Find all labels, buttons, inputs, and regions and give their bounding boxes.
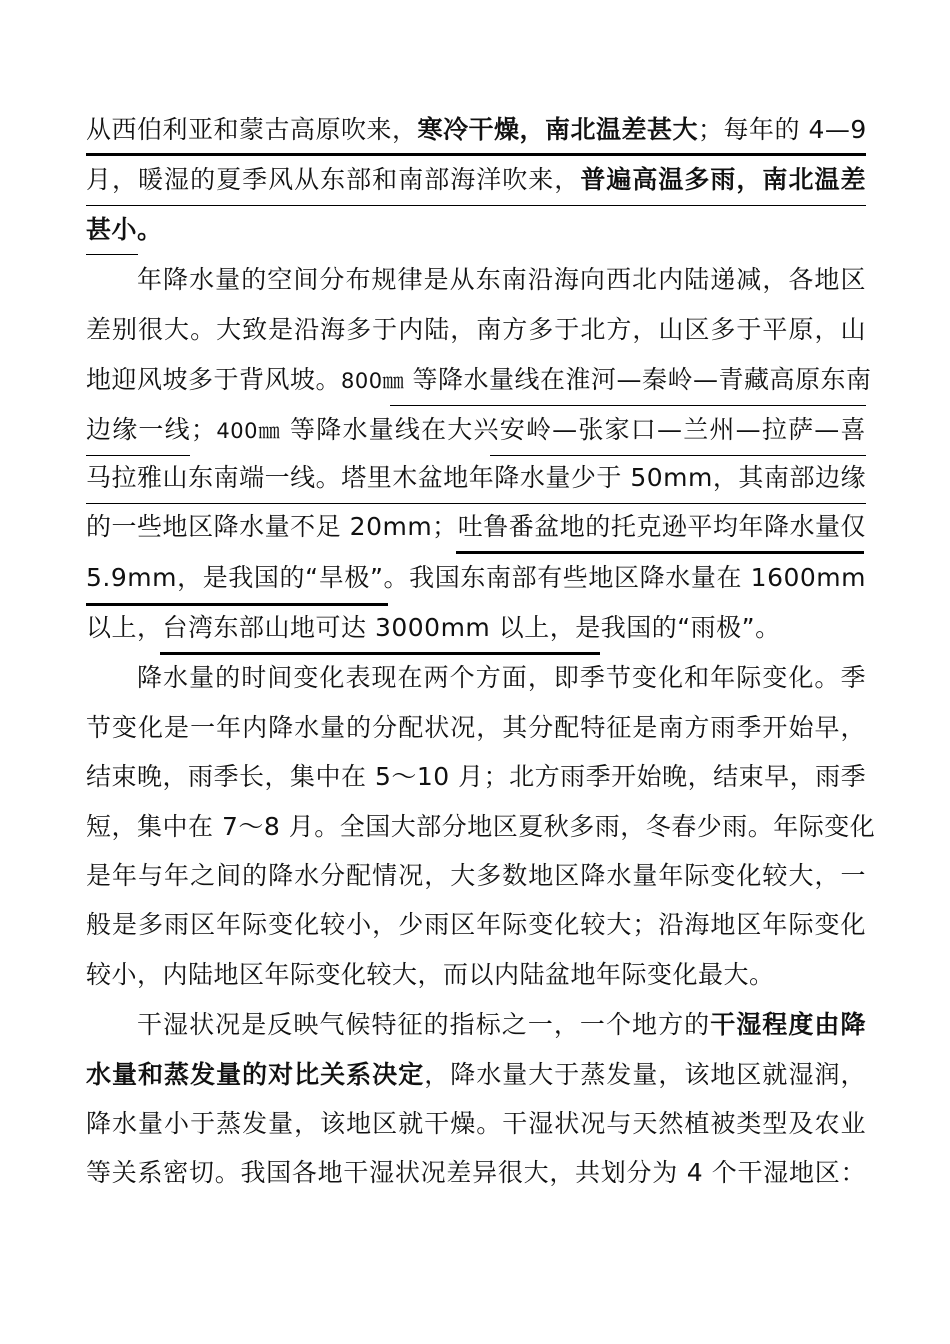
underline-rule (160, 652, 600, 655)
text-line: 差别很大。大致是沿海多于内陆，南方多于北方，山区多于平原，山 (86, 315, 866, 344)
underline-rule (86, 254, 138, 255)
text-line: 等关系密切。我国各地干湿状况差异很大，共划分为 4 个干湿地区： (86, 1158, 866, 1187)
text-line: 般是多雨区年际变化较小，少雨区年际变化较大；沿海地区年际变化 (86, 910, 866, 939)
paragraph-first-line: 降水量的时间变化表现在两个方面，即季节变化和年际变化。季 (137, 663, 866, 692)
underline-rule (86, 153, 866, 156)
text-line: 结束晚，雨季长，集中在 5～10 月；北方雨季开始晚，结束早，雨季 (86, 762, 867, 791)
underline-rule (86, 603, 388, 606)
underline-rule (86, 205, 866, 206)
text-line: 边缘一线；400㎜ 等降水量线在大兴安岭—张家口—兰州—拉萨—喜 (86, 415, 866, 444)
text-line: 是年与年之间的降水分配情况，大多数地区降水量年际变化较大，一 (86, 861, 866, 890)
underline-rule (390, 405, 866, 406)
text-line: 从西伯利亚和蒙古高原吹来，寒冷干燥，南北温差甚大；每年的 4—9 (86, 115, 867, 144)
text-line: 短，集中在 7～8 月。全国大部分地区夏秋多雨，冬春少雨。年际变化 (86, 812, 876, 841)
text-line: 月，暖湿的夏季风从东部和南部海洋吹来，普遍高温多雨，南北温差 (86, 165, 866, 194)
text-line: 马拉雅山东南端一线。塔里木盆地年降水量少于 50mm，其南部边缘 (86, 463, 866, 492)
underline-rule (86, 455, 190, 456)
text-line: 5.9mm，是我国的“旱极”。我国东南部有些地区降水量在 1600mm (86, 563, 866, 592)
text-line: 节变化是一年内降水量的分配状况，其分配特征是南方雨季开始早， (86, 713, 866, 742)
underline-rule (86, 503, 866, 504)
paragraph-first-line: 年降水量的空间分布规律是从东南沿海向西北内陆递减，各地区 (137, 265, 866, 294)
text-line: 较小，内陆地区年际变化较大，而以内陆盆地年际变化最大。 (86, 960, 775, 989)
text-line: 水量和蒸发量的对比关系决定，降水量大于蒸发量，该地区就湿润， (86, 1060, 866, 1089)
paragraph-first-line: 干湿状况是反映气候特征的指标之一，一个地方的干湿程度由降 (137, 1010, 866, 1039)
text-line: 的一些地区降水量不足 20mm；吐鲁番盆地的托克逊平均年降水量仅 (86, 512, 866, 541)
underline-rule (490, 455, 866, 456)
text-line: 甚小。 (86, 215, 163, 244)
text-line: 以上，台湾东部山地可达 3000mm 以上，是我国的“雨极”。 (86, 613, 781, 642)
text-line: 降水量小于蒸发量，该地区就干燥。干湿状况与天然植被类型及农业 (86, 1109, 866, 1138)
text-line: 地迎风坡多于背风坡。800㎜ 等降水量线在淮河—秦岭—青藏高原东南 (86, 365, 872, 394)
underline-rule (456, 551, 864, 554)
